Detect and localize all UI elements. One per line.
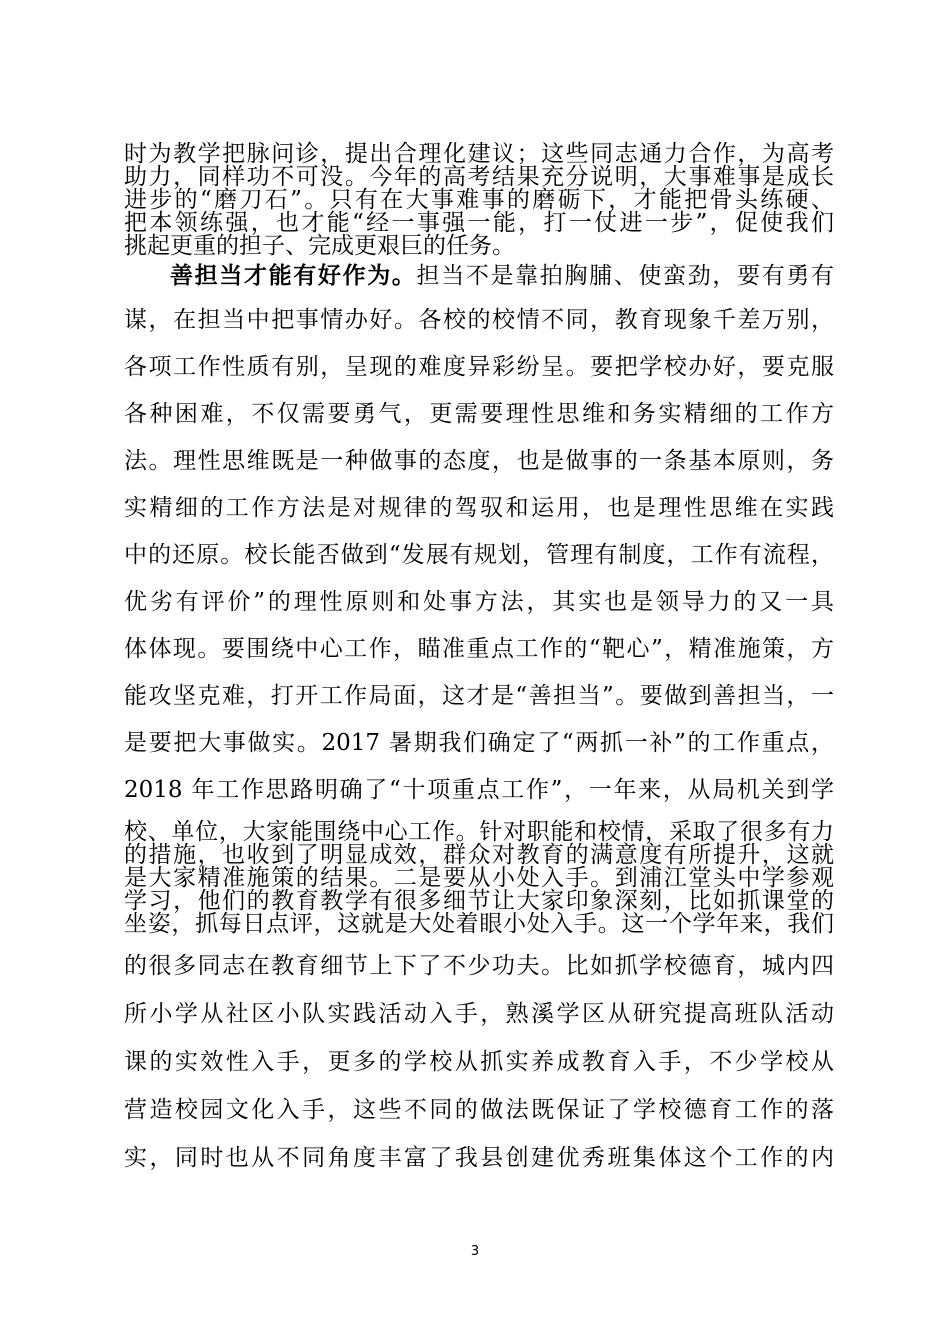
text-line: 各种困难，不仅需要勇气，更需要理性思维和务实精细的工作方 [124, 401, 834, 427]
text-line: 营造校园文化入手，这些不同的做法既保证了学校德育工作的落 [124, 1097, 834, 1123]
text-line: 各项工作性质有别，呈现的难度异彩纷呈。要把学校办好，要克服 [124, 354, 834, 380]
text-line: 优劣有评价”的理性原则和处事方法，其实也是领导力的又一具 [124, 589, 834, 615]
text-line: 法。理性思维既是一种做事的态度，也是做事的一条基本原则，务 [124, 448, 834, 474]
text-line: 校、单位，大家能围绕中心工作。针对职能和校情，采取了很多有力 [124, 819, 834, 845]
paragraph-first-line-text: 担当不是靠拍胸脯、使蛮劲，要有勇有 [416, 263, 835, 289]
text-line: 课的实效性入手，更多的学校从抓实养成教育入手，不少学校从 [124, 1049, 834, 1075]
text-line: 是要把大事做实。2017 暑期我们确定了“两抓一补”的工作重点， [124, 730, 834, 756]
paragraph-lead: 善担当才能有好作为。 [170, 262, 417, 289]
text-line: 助力，同样功不可没。今年的高考结果充分说明，大事难事是成长 [124, 164, 834, 190]
text-line: 的很多同志在教育细节上下了不少功夫。比如抓学校德育，城内四 [124, 953, 834, 979]
text-line: 中的还原。校长能否做到“发展有规划，管理有制度，工作有流程， [124, 542, 834, 568]
text-line: 挑起更重的担子、完成更艰巨的任务。 [124, 233, 515, 259]
text-line: 实，同时也从不同角度丰富了我县创建优秀班集体这个工作的内 [124, 1145, 834, 1171]
text-line: 是大家精准施策的结果。二是要从小处入手。到浦江堂头中学参观 [124, 865, 834, 891]
text-line: 坐姿，抓每日点评，这就是大处着眼小处入手。这一个学年来，我们 [124, 911, 834, 937]
text-line: 谋，在担当中把事情办好。各校的校情不同，教育现象千差万别， [124, 307, 834, 333]
text-line: 学习，他们的教育教学有很多细节让大家印象深刻，比如抓课堂的 [124, 888, 834, 914]
text-line: 进步的“磨刀石”。只有在大事难事的磨砺下，才能把骨头练硬、 [124, 187, 834, 213]
text-line: 实精细的工作方法是对规律的驾驭和运用，也是理性思维在实践 [124, 495, 834, 521]
text-line: 体体现。要围绕中心工作，瞄准重点工作的“靶心”，精准施策，方 [124, 636, 834, 662]
text-line: 时为教学把脉问诊，提出合理化建议；这些同志通力合作，为高考 [124, 141, 834, 167]
text-line: 把本领练强，也才能“经一事强一能，打一仗进一步”，促使我们 [124, 210, 834, 236]
text-line: 能攻坚克难，打开工作局面，这才是“善担当”。要做到善担当，一 [124, 683, 834, 709]
paragraph-first-line [170, 262, 834, 290]
text-line: 2018 年工作思路明确了“十项重点工作”，一年来，从局机关到学 [124, 777, 834, 803]
text-line: 的措施，也收到了明显成效，群众对教育的满意度有所提升，这就 [124, 842, 834, 868]
text-line: 所小学从社区小队实践活动入手，熟溪学区从研究提高班队活动 [124, 1001, 834, 1027]
page-number: 3 [470, 1244, 480, 1259]
